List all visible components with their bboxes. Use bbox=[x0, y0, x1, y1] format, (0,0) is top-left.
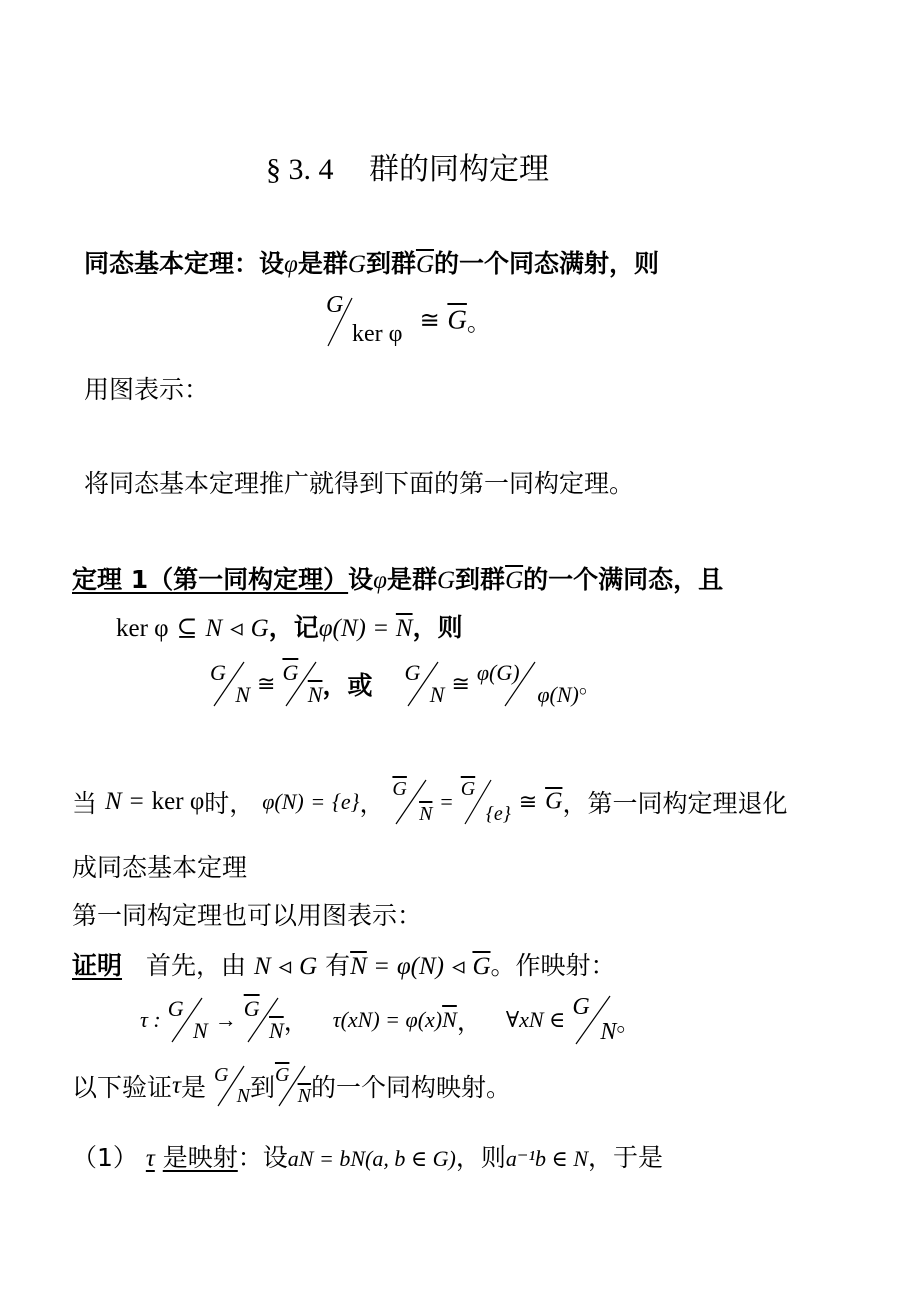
step-label: 是映射 bbox=[162, 1143, 238, 1172]
fraction-numerator: G bbox=[572, 994, 590, 1020]
quotient-G-N bbox=[168, 996, 208, 1044]
coset-relation: a⁻¹b ∈ N bbox=[505, 1146, 589, 1171]
comma: ， bbox=[359, 789, 385, 818]
kernel-phi: ker φ bbox=[116, 615, 169, 642]
statement-tail: 的一个满同态，且 bbox=[523, 565, 724, 594]
phi-N: φ(N) bbox=[396, 953, 444, 980]
theorem1-statement bbox=[72, 560, 723, 596]
subgroup-N: N bbox=[104, 788, 122, 815]
isomorphic-symbol: ≅ bbox=[257, 671, 276, 696]
statement-text: 时， bbox=[204, 789, 255, 818]
statement-text: 以下验证 bbox=[72, 1073, 173, 1102]
quotient-Gbar-Nbar bbox=[282, 660, 322, 708]
fraction-numerator: $\overline{G}$ bbox=[282, 660, 299, 685]
diagram-label: 第一同构定理也可以用图表示： bbox=[72, 901, 423, 930]
fraction-denominator: φ(N) bbox=[537, 682, 579, 707]
fraction-numerator: G bbox=[404, 660, 421, 685]
equals-symbol: = bbox=[440, 789, 453, 814]
page-title bbox=[266, 144, 549, 188]
group-G-bar: $\overline{G}$ bbox=[447, 304, 467, 335]
fraction-numerator: $\overline{G}$ bbox=[392, 778, 407, 800]
tau-symbol: τ : bbox=[140, 1007, 161, 1032]
statement-text: ，则 bbox=[412, 613, 463, 642]
phi-symbol: φ bbox=[284, 251, 298, 278]
phi-symbol: φ bbox=[373, 567, 387, 594]
group-G-bar: $\overline{G}$ bbox=[472, 953, 491, 980]
statement-text: 是群 bbox=[297, 249, 348, 278]
fraction-denominator: N bbox=[236, 1085, 250, 1107]
proof-intro bbox=[72, 946, 616, 982]
normal-subgroup-symbol: ◃ bbox=[451, 953, 465, 980]
isomorphic-symbol: ≅ bbox=[451, 671, 470, 696]
degenerate-case-line bbox=[72, 778, 787, 826]
quotient-Gbar-Nbar bbox=[392, 778, 432, 826]
group-G-bar: $\overline{G}$ bbox=[505, 567, 524, 594]
fraction-numerator: G bbox=[167, 996, 184, 1021]
statement-tail: ，第一同构定理退化 bbox=[562, 789, 788, 818]
normal-subgroup-symbol: ◃ bbox=[278, 953, 292, 980]
group-G-bar: $\overline{G}$ bbox=[545, 788, 563, 815]
period: 。 bbox=[578, 673, 601, 699]
section-title: 群的同构定理 bbox=[369, 152, 550, 187]
group-G: G bbox=[347, 251, 366, 278]
fraction-denominator: $\overline{N}$ bbox=[297, 1085, 311, 1107]
statement-text: 有 bbox=[325, 951, 351, 980]
kernel-phi: ker φ bbox=[151, 788, 205, 815]
section-number: § 3. 4 bbox=[266, 153, 334, 186]
period: 。 bbox=[466, 308, 491, 337]
subgroup-N: N bbox=[253, 953, 271, 980]
diagram-label: 用图表示： bbox=[84, 375, 210, 404]
fraction-denominator: $\overline{N}$ bbox=[269, 1018, 284, 1043]
fraction-denominator: ker φ bbox=[352, 321, 403, 347]
quotient-Gbar-e bbox=[461, 778, 511, 826]
arrow-icon: → bbox=[214, 1007, 237, 1032]
tau-rule: τ(xN) = φ(x) bbox=[332, 1007, 443, 1032]
theorem1-formula bbox=[210, 660, 601, 708]
equals-symbol: = bbox=[129, 788, 144, 815]
statement-tail: ，于是 bbox=[588, 1143, 664, 1172]
generalization-text: 将同态基本定理推广就得到下面的第一同构定理。 bbox=[84, 469, 635, 498]
homomorphism-theorem-statement bbox=[84, 244, 659, 280]
statement-text: ，记 bbox=[268, 613, 319, 642]
phi-N: φ(N) bbox=[262, 789, 304, 814]
fraction-denominator: N bbox=[193, 1018, 208, 1043]
proof-label: 证明 bbox=[72, 951, 123, 980]
statement-text: 首先，由 bbox=[145, 951, 246, 980]
quotient-G-N bbox=[210, 660, 250, 708]
equals-symbol: = bbox=[311, 789, 325, 814]
tau-symbol: τ bbox=[145, 1145, 155, 1172]
coset-equality: aN = bN(a, b ∈ G) bbox=[287, 1146, 456, 1171]
phi-N: φ(N) bbox=[318, 615, 366, 642]
fraction-numerator: $\overline{G}$ bbox=[460, 778, 476, 800]
N-bar: $\overline{N}$ bbox=[395, 615, 413, 642]
fraction-denominator: N bbox=[429, 682, 445, 707]
statement-text: 到群 bbox=[455, 565, 506, 594]
identity-set: {e} bbox=[332, 789, 360, 814]
fraction-numerator: G bbox=[213, 1064, 229, 1086]
theorem1-condition bbox=[116, 608, 463, 644]
quotient-Gbar-Nbar bbox=[244, 996, 284, 1044]
map-definition bbox=[140, 994, 640, 1046]
theorem-label: 定理 1（第一同构定理） bbox=[72, 565, 349, 594]
statement-text: 当 bbox=[72, 789, 98, 818]
fraction-denominator: $\overline{N}$ bbox=[307, 682, 323, 707]
fraction-denominator: {e} bbox=[485, 803, 511, 825]
statement-text: 到 bbox=[249, 1073, 275, 1102]
group-G-bar: $\overline{G}$ bbox=[415, 251, 435, 278]
N-bar: $\overline{N}$ bbox=[442, 1007, 457, 1032]
degenerate-case-line2: 成同态基本定理 bbox=[72, 853, 248, 882]
equals-symbol: = bbox=[373, 615, 388, 642]
fraction-denominator: N bbox=[600, 1019, 617, 1045]
or-text: ，或 bbox=[322, 671, 373, 700]
fraction-denominator: N bbox=[235, 682, 250, 707]
quotient-phiG-phiN bbox=[477, 660, 579, 708]
equals-symbol: = bbox=[374, 953, 389, 980]
quotient-G-ker bbox=[326, 292, 410, 348]
quotient-Gbar-Nbar bbox=[275, 1064, 311, 1108]
isomorphic-symbol: ≅ bbox=[419, 307, 440, 334]
group-G: G bbox=[250, 615, 269, 642]
fraction-denominator: $\overline{N}$ bbox=[419, 803, 433, 825]
N-bar: $\overline{N}$ bbox=[350, 953, 367, 980]
isomorphic-symbol: ≅ bbox=[518, 789, 538, 814]
comma: ， bbox=[283, 1007, 309, 1036]
quotient-G-N bbox=[404, 660, 444, 708]
group-G: G bbox=[436, 567, 456, 594]
statement-text: 是 bbox=[180, 1073, 206, 1102]
statement-lead: 同态基本定理：设 bbox=[84, 249, 285, 278]
statement-text: 是群 bbox=[386, 565, 437, 594]
verify-line bbox=[72, 1064, 511, 1108]
subgroup-N: N bbox=[205, 615, 223, 642]
comma: ， bbox=[456, 1007, 482, 1036]
step-number: （1） bbox=[72, 1143, 138, 1172]
forall-xN: ∀xN ∈ bbox=[505, 1007, 566, 1032]
fraction-numerator: $\overline{G}$ bbox=[243, 996, 260, 1021]
quotient-G-N bbox=[214, 1064, 250, 1108]
fraction-numerator: φ(G) bbox=[476, 660, 520, 685]
statement-text: 到群 bbox=[365, 249, 416, 278]
subset-symbol: ⊆ bbox=[176, 615, 198, 642]
step1-line bbox=[72, 1138, 663, 1174]
statement-tail: 的一个同态满射，则 bbox=[434, 249, 660, 278]
statement-text: ，则 bbox=[455, 1143, 506, 1172]
statement-text: ：设 bbox=[237, 1143, 288, 1172]
homomorphism-formula bbox=[326, 292, 491, 348]
statement-text: 设 bbox=[348, 565, 374, 594]
tau-symbol: τ bbox=[172, 1072, 181, 1099]
period: 。 bbox=[616, 1008, 641, 1037]
fraction-numerator: G bbox=[210, 660, 226, 685]
normal-subgroup-symbol: ◃ bbox=[230, 615, 243, 642]
group-G: G bbox=[299, 953, 318, 980]
statement-tail: 的一个同构映射。 bbox=[310, 1073, 511, 1102]
fraction-numerator: G bbox=[326, 292, 344, 318]
quotient-G-N bbox=[572, 994, 616, 1046]
statement-text: 。作映射： bbox=[490, 951, 616, 980]
fraction-numerator: $\overline{G}$ bbox=[274, 1064, 290, 1086]
